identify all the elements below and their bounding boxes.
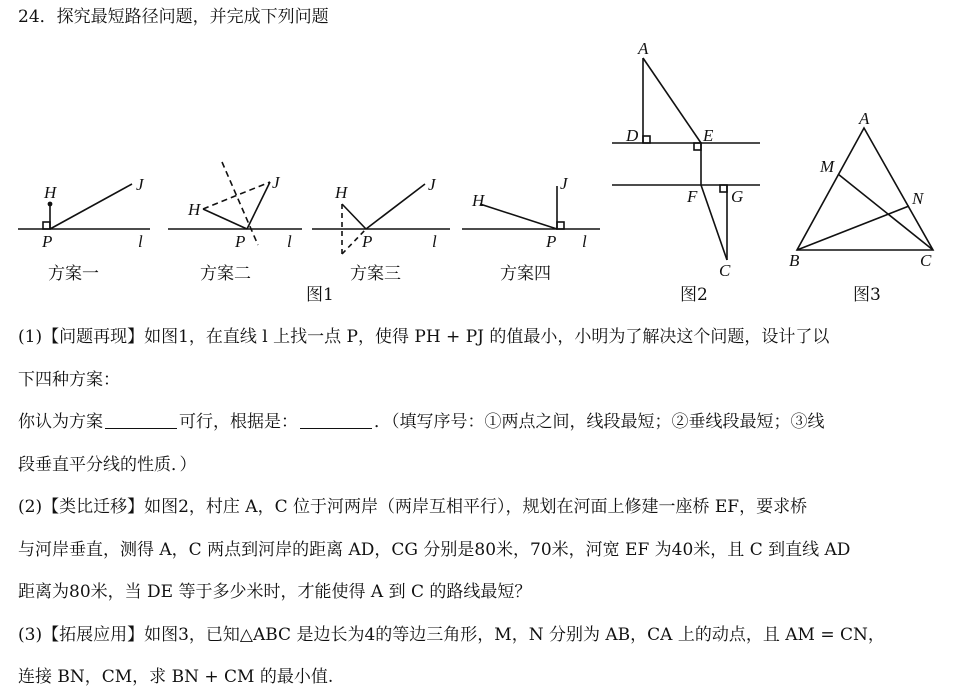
fig2-right-angle-e [694, 143, 701, 150]
part3-line2: 连接 BN，CM，求 BN + CM 的最小值. [18, 667, 334, 687]
fig2-segment-ae [643, 58, 701, 143]
scheme3-segment-pj [366, 184, 425, 229]
scheme4-label-h: H [472, 191, 485, 210]
part1-line3-b: 可行，根据是： [179, 412, 298, 432]
scheme1-caption: 方案一 [48, 264, 99, 284]
scheme1-label-h: H [44, 183, 57, 202]
fig2-label-a: A [638, 39, 649, 58]
part1-line1: (1)【问题再现】如图1，在直线 l 上找一点 P，使得 PH + PJ 的值最小，小明为了解决这个问题，设计了以 [18, 327, 830, 347]
fig3-label-c: C [920, 251, 932, 270]
part3-line1: (3)【拓展应用】如图3，已知△ABC 是边长为4的等边三角形，M，N 分别为 AB，CA 上的动点，且 AM = CN， [18, 625, 885, 645]
scheme3-label-l: l [432, 232, 437, 251]
figure2-caption: 图2 [680, 285, 708, 305]
scheme-answer-blank[interactable] [105, 412, 177, 429]
part1-line3-a: 你认为方案 [18, 412, 103, 432]
fig3-label-b: B [789, 251, 800, 270]
scheme2-label-j: J [272, 173, 280, 192]
part1-line2: 下四种方案： [18, 370, 120, 390]
scheme2-segment-hp [203, 209, 247, 229]
fig3-segment-bn [797, 206, 909, 250]
fig2-label-d: D [626, 126, 639, 145]
scheme4-label-l: l [582, 232, 587, 251]
scheme2-label-l: l [287, 232, 292, 251]
scheme4-right-angle [557, 222, 564, 229]
part1-line3 [18, 411, 938, 433]
figure3-caption: 图3 [853, 285, 881, 305]
fig3-segment-cm [838, 174, 933, 250]
fig2-right-angle-d [643, 136, 650, 143]
fig2-label-c: C [719, 261, 731, 280]
fig3-label-m: M [820, 157, 835, 176]
figures-area [0, 30, 955, 320]
figure1-caption: 图1 [306, 285, 334, 305]
scheme2-label-p: P [235, 232, 246, 251]
part2-line3: 距离为80米，当 DE 等于多少米时，才能使得 A 到 C 的路线最短？ [18, 582, 532, 602]
reason-answer-blank[interactable] [300, 412, 372, 429]
fig2-label-e: E [703, 126, 714, 145]
scheme2-label-h: H [188, 200, 201, 219]
fig2-label-f: F [687, 187, 698, 206]
scheme3-label-p: P [362, 232, 373, 251]
scheme1-label-l: l [138, 232, 143, 251]
fig3-label-a: A [859, 109, 870, 128]
scheme3-segment-hp [342, 204, 366, 229]
scheme4-label-p: P [546, 232, 557, 251]
question-title: 24．探究最短路径问题，并完成下列问题 [18, 7, 329, 27]
scheme1-segment-pj [50, 184, 132, 229]
scheme4-segment-hp [480, 204, 557, 229]
scheme3-label-j: J [428, 175, 436, 194]
fig3-label-n: N [912, 189, 924, 208]
scheme4-label-j: J [560, 174, 568, 193]
scheme1-label-p: P [42, 232, 53, 251]
part1-line3-c: ．（填写序号：①两点之间，线段最短；②垂线段最短；③线 [374, 412, 825, 432]
figures-svg [0, 30, 955, 320]
fig2-segment-fc [701, 185, 727, 260]
scheme3-label-h: H [335, 183, 348, 202]
scheme2-dashed-hj [203, 182, 270, 209]
scheme3-caption: 方案三 [350, 264, 401, 284]
scheme1-right-angle [43, 222, 50, 229]
scheme1-point-h [48, 202, 53, 207]
part2-line2: 与河岸垂直，测得 A，C 两点到河岸的距离 AD，CG 分别是80米，70米，河宽 EF 为40米，且 C 到直线 AD [18, 540, 851, 560]
fig2-right-angle-g [720, 185, 727, 192]
part2-line1: (2)【类比迁移】如图2，村庄 A，C 位于河两岸（两岸互相平行），规划在河面上修建一座桥 EF，要求桥 [18, 497, 808, 517]
fig2-label-g: G [731, 187, 744, 206]
scheme4-caption: 方案四 [500, 264, 551, 284]
scheme1-label-j: J [136, 175, 144, 194]
part1-line4: 段垂直平分线的性质．） [18, 455, 197, 475]
scheme2-caption: 方案二 [200, 264, 251, 284]
